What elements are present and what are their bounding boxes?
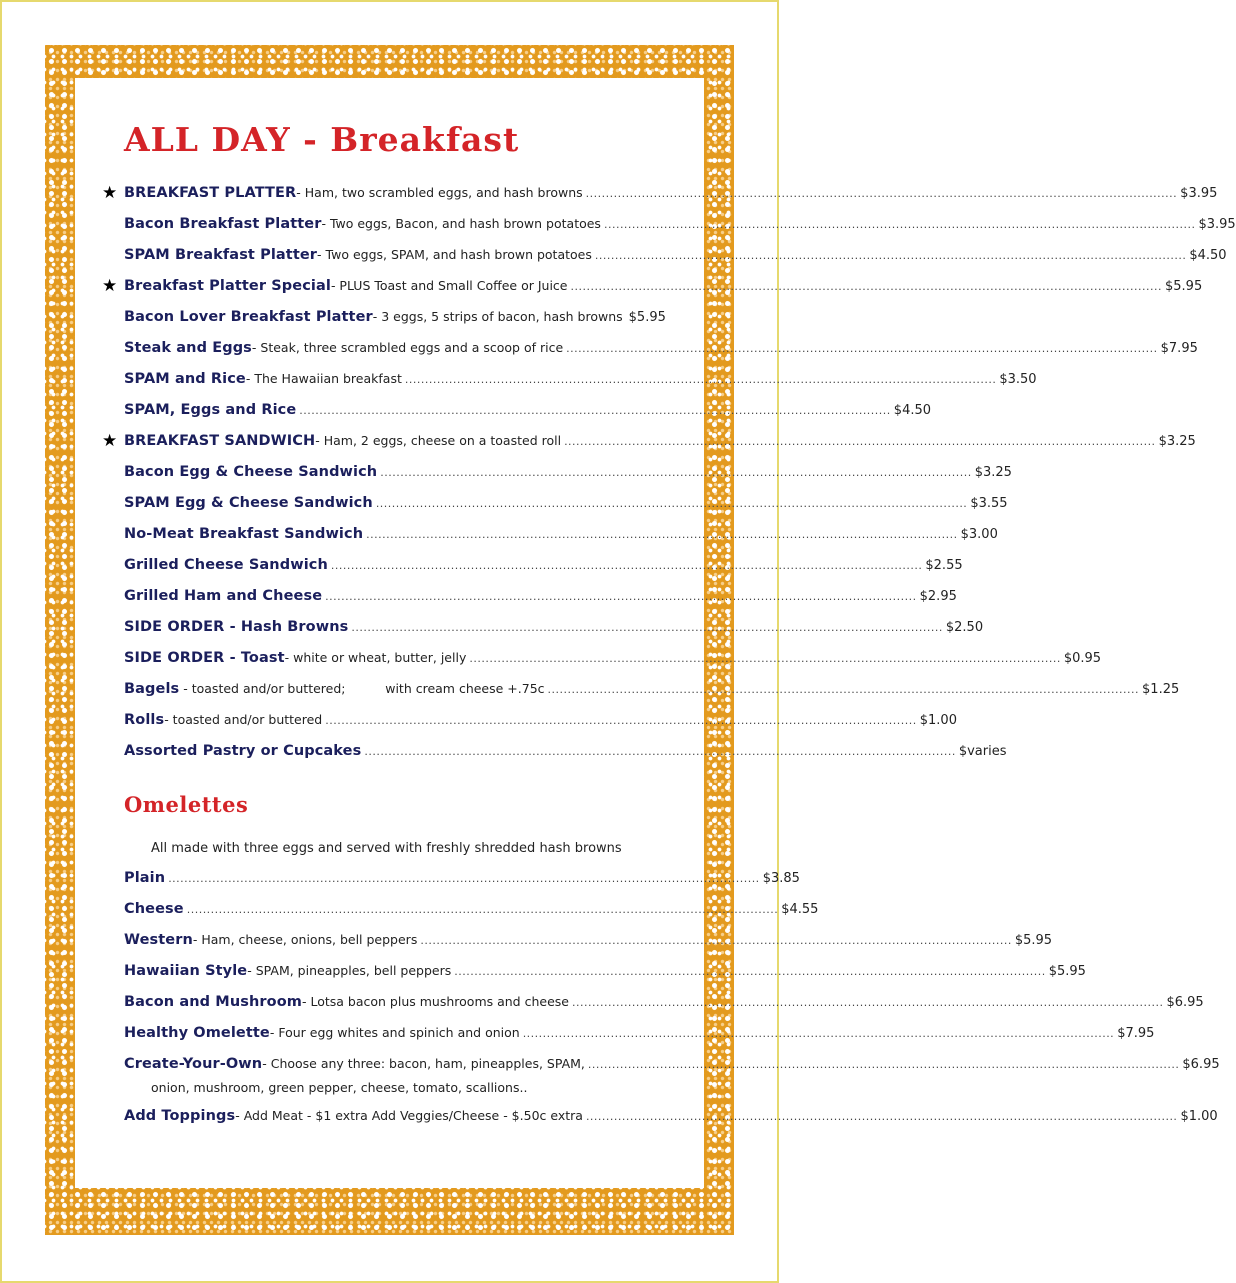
item-price: $1.00 <box>1180 1109 1218 1124</box>
dot-leader: .................................................................................................................................................... <box>603 218 1196 231</box>
dot-leader: .................................................................................................................................................... <box>375 497 968 510</box>
item-name: Plain <box>124 870 166 886</box>
item-name: Assorted Pastry or Cupcakes <box>124 743 362 759</box>
item-price: $2.50 <box>945 620 984 635</box>
item-description: - Ham, two scrambled eggs, and hash browns <box>296 185 583 200</box>
menu-item <box>124 247 1227 269</box>
menu-item <box>124 402 932 424</box>
item-price: $4.55 <box>781 902 819 917</box>
dot-leader: .................................................................................................................................................... <box>570 280 1162 293</box>
dot-leader: .................................................................................................................................................... <box>585 187 1178 200</box>
menu-item <box>124 901 819 923</box>
menu-item <box>124 1108 1218 1130</box>
item-description: - Two eggs, SPAM, and hash brown potatoes <box>317 247 592 262</box>
item-price: $3.95 <box>1180 186 1218 201</box>
dot-leader: .................................................................................................................................................... <box>547 683 1140 696</box>
dot-leader: .................................................................................................................................................... <box>364 745 956 758</box>
item-description: - white or wheat, butter, jelly <box>284 650 467 665</box>
item-description: - Four egg whites and spinich and onion <box>269 1025 520 1040</box>
menu-item <box>124 743 1007 765</box>
item-price: $0.95 <box>1063 651 1102 666</box>
item-description: - SPAM, pineapples, bell peppers <box>247 963 452 978</box>
item-name: Cheese <box>124 901 184 917</box>
menu-item <box>102 183 1218 207</box>
item-price: $5.95 <box>628 310 666 325</box>
item-price: $3.25 <box>1158 434 1196 449</box>
item-name: SIDE ORDER - Toast <box>124 650 285 666</box>
item-name: Western <box>124 932 193 948</box>
dot-leader: .................................................................................................................................................... <box>566 342 1158 355</box>
item-price: $3.00 <box>960 527 998 542</box>
dot-leader: .................................................................................................................................................... <box>366 528 958 541</box>
item-description: - Ham, cheese, onions, bell peppers <box>192 932 418 947</box>
menu-item <box>102 276 1203 300</box>
dot-leader: .................................................................................................................................................... <box>380 466 972 479</box>
menu-item <box>124 619 984 641</box>
item-description: - The Hawaiian breakfast <box>245 371 402 386</box>
menu-title: ALL DAY - Breakfast <box>124 120 520 159</box>
item-description: - Steak, three scrambled eggs and a scoop of rice <box>251 340 564 355</box>
star-icon: ★ <box>102 183 118 203</box>
menu-item <box>124 588 957 610</box>
item-price: $4.50 <box>1189 248 1227 263</box>
omelettes-heading: Omelettes <box>124 792 249 817</box>
dot-leader: .................................................................................................................................................... <box>587 1058 1180 1071</box>
item-price: $3.50 <box>999 372 1037 387</box>
menu-item <box>124 309 666 331</box>
menu-item <box>124 963 1086 985</box>
item-name: SPAM, Eggs and Rice <box>124 402 297 418</box>
item-name: SPAM Egg & Cheese Sandwich <box>124 495 373 511</box>
item-name: SPAM and Rice <box>124 371 246 387</box>
star-icon: ★ <box>102 276 118 296</box>
dot-leader: .................................................................................................................................................... <box>325 590 917 603</box>
dot-leader: .................................................................................................................................................... <box>186 903 779 916</box>
item-price: $6.95 <box>1182 1057 1220 1072</box>
menu-item <box>124 681 1180 703</box>
menu-item <box>102 431 1196 455</box>
item-name: Hawaiian Style <box>124 963 248 979</box>
menu-item <box>124 870 800 892</box>
item-name: SIDE ORDER - Hash Browns <box>124 619 349 635</box>
menu-item <box>124 526 998 548</box>
item-price: $varies <box>958 744 1007 759</box>
item-description: - Ham, 2 eggs, cheese on a toasted roll <box>315 433 562 448</box>
menu-item <box>124 1025 1155 1047</box>
menu-item <box>124 557 963 579</box>
item-name: No-Meat Breakfast Sandwich <box>124 526 364 542</box>
item-description: - Choose any three: bacon, ham, pineapples, SPAM, <box>262 1056 585 1071</box>
item-price: $1.25 <box>1142 682 1180 697</box>
item-price: $3.55 <box>970 496 1008 511</box>
item-description: - Add Meat - $1 extra Add Veggies/Cheese - $.50c extra <box>235 1108 583 1123</box>
menu-item <box>124 464 1012 486</box>
item-name: BREAKFAST PLATTER <box>124 185 297 201</box>
star-icon: ★ <box>102 431 118 451</box>
dot-leader: .................................................................................................................................................... <box>571 996 1164 1009</box>
item-description: - 3 eggs, 5 strips of bacon, hash browns <box>372 309 623 324</box>
dot-leader: .................................................................................................................................................... <box>325 714 917 727</box>
menu-item <box>124 932 1053 954</box>
dot-leader: .................................................................................................................................................... <box>454 965 1046 978</box>
dot-leader: .................................................................................................................................................... <box>420 934 1012 947</box>
dot-leader: .................................................................................................................................................... <box>594 249 1187 262</box>
menu-item <box>124 650 1102 672</box>
item-name: Steak and Eggs <box>124 340 252 356</box>
menu-item <box>124 340 1198 362</box>
item-name: Grilled Cheese Sandwich <box>124 557 328 573</box>
item-name: Grilled Ham and Cheese <box>124 588 323 604</box>
item-description: - PLUS Toast and Small Coffee or Juice <box>330 278 568 293</box>
menu-item <box>124 371 1037 393</box>
item-name: Bacon Lover Breakfast Platter <box>124 309 373 325</box>
item-name: Bacon and Mushroom <box>124 994 302 1010</box>
item-price: $2.55 <box>925 558 963 573</box>
menu-item <box>124 1056 1220 1078</box>
item-name: Create-Your-Own <box>124 1056 263 1072</box>
item-price: $5.95 <box>1014 933 1053 948</box>
item-name: Breakfast Platter Special <box>124 278 331 294</box>
item-description: - toasted and/or buttered <box>164 712 323 727</box>
menu-item <box>124 216 1236 238</box>
item-price: $2.95 <box>919 589 957 604</box>
item-price: $3.25 <box>974 465 1012 480</box>
item-price: $1.00 <box>919 713 957 728</box>
item-description: - Two eggs, Bacon, and hash brown potatoes <box>321 216 601 231</box>
item-price: $6.95 <box>1166 995 1204 1010</box>
item-name: Bacon Egg & Cheese Sandwich <box>124 464 378 480</box>
item-price: $3.85 <box>762 871 800 886</box>
dot-leader: .................................................................................................................................................... <box>351 621 943 634</box>
dot-leader: .................................................................................................................................................... <box>564 435 1156 448</box>
item-price: $5.95 <box>1165 279 1203 294</box>
create-your-own-continuation: onion, mushroom, green pepper, cheese, tomato, scallions.. <box>151 1080 528 1095</box>
item-description: - Lotsa bacon plus mushrooms and cheese <box>302 994 569 1009</box>
item-name: Bacon Breakfast Platter <box>124 216 322 232</box>
item-description: - toasted and/or buttered; with cream cheese +.75c <box>179 681 545 696</box>
dot-leader: .................................................................................................................................................... <box>522 1027 1115 1040</box>
dot-leader: .................................................................................................................................................... <box>469 652 1061 665</box>
item-name: Healthy Omelette <box>124 1025 270 1041</box>
item-name: Rolls <box>124 712 165 728</box>
item-name: BREAKFAST SANDWICH <box>124 433 316 449</box>
menu-item <box>124 495 1008 517</box>
dot-leader: .................................................................................................................................................... <box>404 373 997 386</box>
item-price: $7.95 <box>1160 341 1198 356</box>
omelettes-intro: All made with three eggs and served with freshly shredded hash browns <box>151 841 622 856</box>
item-name: Bagels <box>124 681 180 697</box>
item-name: Add Toppings <box>124 1108 236 1124</box>
item-price: $4.50 <box>893 403 932 418</box>
menu-item <box>124 712 957 734</box>
menu-item <box>124 994 1204 1016</box>
dot-leader: .................................................................................................................................................... <box>330 559 923 572</box>
dot-leader: .................................................................................................................................................... <box>585 1110 1178 1123</box>
item-price: $7.95 <box>1117 1026 1155 1041</box>
dot-leader: .................................................................................................................................................... <box>168 872 760 885</box>
item-price: $5.95 <box>1048 964 1086 979</box>
item-name: SPAM Breakfast Platter <box>124 247 318 263</box>
item-price: $3.95 <box>1198 217 1236 232</box>
dot-leader: .................................................................................................................................................... <box>299 404 891 417</box>
